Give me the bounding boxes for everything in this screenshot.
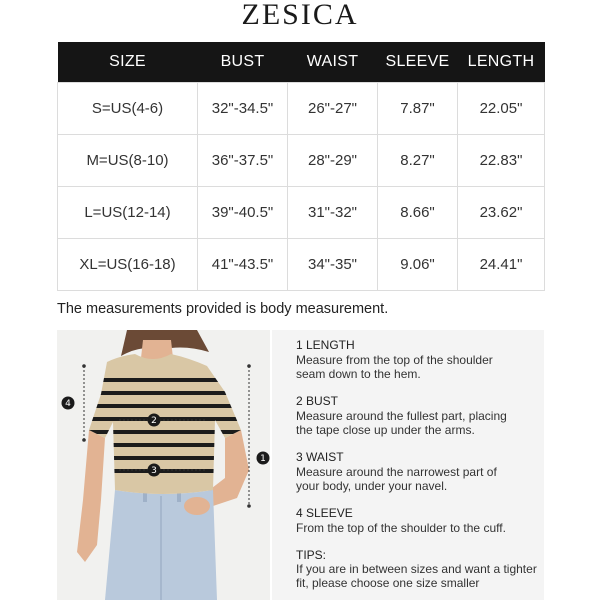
column-header-size: SIZE (58, 42, 198, 83)
cell-size: XL=US(16-18) (58, 239, 198, 291)
guide-title: 2 BUST (296, 394, 339, 408)
cell-bust: 41"-43.5" (198, 239, 288, 291)
measurement-note: The measurements provided is body measurement. (57, 301, 389, 317)
cell-sleeve: 8.66" (378, 187, 458, 239)
cell-sleeve: 7.87" (378, 83, 458, 135)
guide-title: 1 LENGTH (296, 338, 355, 352)
marker-label: 4 (65, 399, 71, 409)
guide-description-line: Measure from the top of the shoulder (296, 353, 493, 367)
column-header-waist: WAIST (288, 42, 378, 83)
guide-title: 3 WAIST (296, 450, 344, 464)
guide-description-line: your body, under your navel. (296, 479, 448, 493)
column-header-sleeve: SLEEVE (378, 42, 458, 83)
guide-item-sleeve (296, 506, 544, 535)
tips-line: fit, please choose one size smaller (296, 576, 480, 590)
guide-description-line: the tape close up under the arms. (296, 423, 475, 437)
cell-sleeve: 9.06" (378, 239, 458, 291)
cell-size: L=US(12-14) (58, 187, 198, 239)
measurement-guide-panel (272, 330, 544, 600)
table-row (58, 187, 545, 239)
guide-item-length (296, 338, 544, 381)
marker-label: 3 (151, 466, 157, 476)
cell-waist: 31"-32" (288, 187, 378, 239)
size-chart-header-row (58, 42, 545, 83)
cell-waist: 34"-35" (288, 239, 378, 291)
guide-title: 4 SLEEVE (296, 506, 353, 520)
marker-waist-3 (148, 464, 161, 477)
column-header-bust: BUST (198, 42, 288, 83)
tips-title: TIPS: (296, 548, 327, 562)
marker-sleeve-4 (62, 397, 75, 410)
guide-description-line: Measure around the narrowest part of (296, 465, 497, 479)
guide-description-line: Measure around the fullest part, placing (296, 409, 507, 423)
cell-bust: 32"-34.5" (198, 83, 288, 135)
table-row (58, 239, 545, 291)
tips-section (296, 548, 544, 590)
tips-line: If you are in between sizes and want a tighter (296, 562, 537, 576)
guide-item-bust (296, 394, 544, 437)
guide-item-waist (296, 450, 544, 493)
cell-sleeve: 8.27" (378, 135, 458, 187)
size-chart-table (57, 42, 545, 291)
marker-bust-2 (148, 414, 161, 427)
table-row (58, 135, 545, 187)
cell-length: 22.05" (458, 83, 545, 135)
guide-description-line: From the top of the shoulder to the cuff. (296, 521, 506, 535)
cell-length: 23.62" (458, 187, 545, 239)
cell-waist: 28"-29" (288, 135, 378, 187)
guide-description-line: seam down to the hem. (296, 367, 421, 381)
cell-size: S=US(4-6) (58, 83, 198, 135)
cell-bust: 39"-40.5" (198, 187, 288, 239)
column-header-length: LENGTH (458, 42, 545, 83)
cell-length: 22.83" (458, 135, 545, 187)
marker-label: 2 (151, 416, 157, 426)
brand-logo: ZESICA (241, 0, 359, 31)
cell-waist: 26"-27" (288, 83, 378, 135)
cell-bust: 36"-37.5" (198, 135, 288, 187)
marker-label: 1 (260, 454, 266, 464)
marker-length-1 (257, 452, 270, 465)
table-row (58, 83, 545, 135)
model-measurement-figure (57, 330, 270, 600)
cell-size: M=US(8-10) (58, 135, 198, 187)
cell-length: 24.41" (458, 239, 545, 291)
model-illustration (57, 330, 270, 600)
